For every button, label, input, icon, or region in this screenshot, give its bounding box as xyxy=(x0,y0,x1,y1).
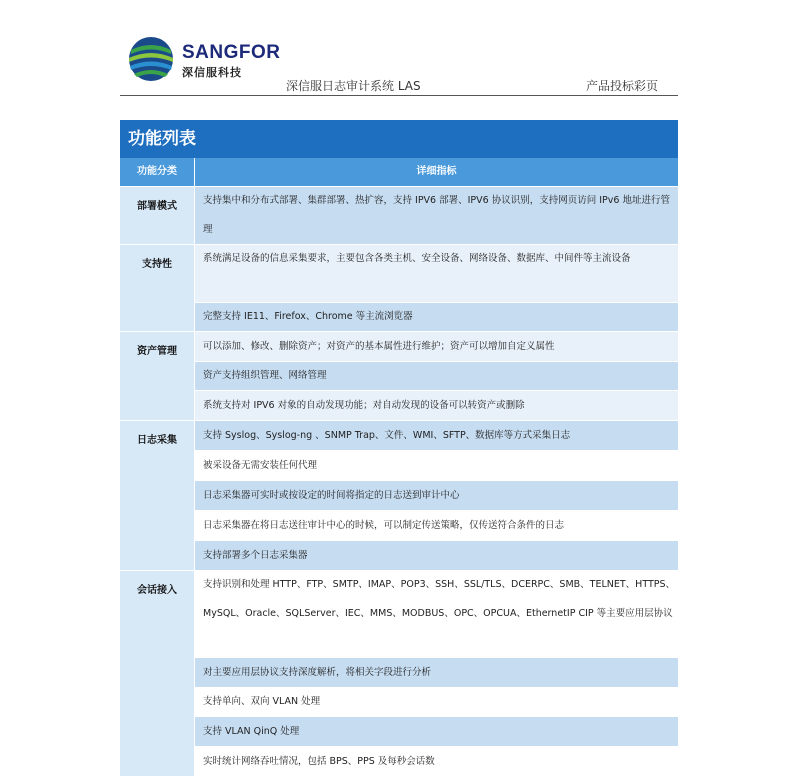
table-row: 系统满足设备的信息采集要求，主要包含各类主机、安全设备、网络设备、数据库、中间件等主流设备 xyxy=(195,245,678,302)
table-group xyxy=(120,186,678,244)
feature-table xyxy=(120,158,678,776)
detail-cells xyxy=(194,421,678,570)
detail-cells xyxy=(194,332,678,420)
table-body xyxy=(120,186,678,776)
table-row: 实时统计网络吞吐情况，包括 BPS、PPS 及每秒会话数 xyxy=(195,746,678,776)
category-cell: 资产管理 xyxy=(120,332,194,420)
table-row: 支持 VLAN QinQ 处理 xyxy=(195,716,678,746)
sangfor-globe-icon xyxy=(128,36,174,82)
table-row: 对主要应用层协议支持深度解析，将相关字段进行分析 xyxy=(195,657,678,687)
table-row: 完整支持 IE11、Firefox、Chrome 等主流浏览器 xyxy=(195,302,678,331)
category-cell: 支持性 xyxy=(120,245,194,331)
sangfor-logo xyxy=(128,36,281,86)
table-group xyxy=(120,570,678,776)
header-divider xyxy=(120,95,678,96)
category-cell: 日志采集 xyxy=(120,421,194,570)
table-group xyxy=(120,331,678,420)
brand-name-cn: 深信服科技 xyxy=(182,66,242,79)
table-row: 支持单向、双向 VLAN 处理 xyxy=(195,687,678,716)
table-row: 被采设备无需安装任何代理 xyxy=(195,450,678,480)
detail-cells xyxy=(194,571,678,776)
table-group xyxy=(120,420,678,570)
table-row: 支持识别和处理 HTTP、FTP、SMTP、IMAP、POP3、SSH、SSL/TLS、DCERPC、SMB、TELNET、HTTPS、MySQL、Oracle、SQLServer、IEC、MMS、MODBUS、OPC、OPCUA、EthernetIP CIP 等主要应用层协议 xyxy=(195,571,678,657)
table-row: 可以添加、修改、删除资产；对资产的基本属性进行维护；资产可以增加自定义属性 xyxy=(195,332,678,361)
table-row: 系统支持对 IPV6 对象的自动发现功能；对自动发现的设备可以转资产或删除 xyxy=(195,390,678,420)
document-type: 产品投标彩页 xyxy=(586,79,659,93)
column-header-category: 功能分类 xyxy=(137,166,177,177)
table-row: 日志采集器在将日志送往审计中心的时候，可以制定传送策略，仅传送符合条件的日志 xyxy=(195,510,678,540)
table-group xyxy=(120,244,678,331)
table-row: 资产支持组织管理、网络管理 xyxy=(195,361,678,390)
document-title: 深信服日志审计系统 LAS xyxy=(286,79,421,93)
category-cell: 部署模式 xyxy=(120,187,194,244)
table-header xyxy=(120,158,678,186)
category-cell: 会话接入 xyxy=(120,571,194,776)
table-row: 支持 Syslog、Syslog-ng 、SNMP Trap、文件、WMI、SFTP、数据库等方式采集日志 xyxy=(195,421,678,450)
section-title: 功能列表 xyxy=(120,120,678,158)
detail-cells xyxy=(194,187,678,244)
table-row: 支持集中和分布式部署、集群部署、热扩容，支持 IPV6 部署、IPV6 协议识别，支持网页访问 IPv6 地址进行管理 xyxy=(195,187,678,244)
table-row: 支持部署多个日志采集器 xyxy=(195,540,678,570)
column-header-details: 详细指标 xyxy=(194,158,678,186)
brand-name: SANGFOR xyxy=(182,42,281,63)
detail-cells xyxy=(194,245,678,331)
table-row: 日志采集器可实时或按设定的时间将指定的日志送到审计中心 xyxy=(195,480,678,510)
